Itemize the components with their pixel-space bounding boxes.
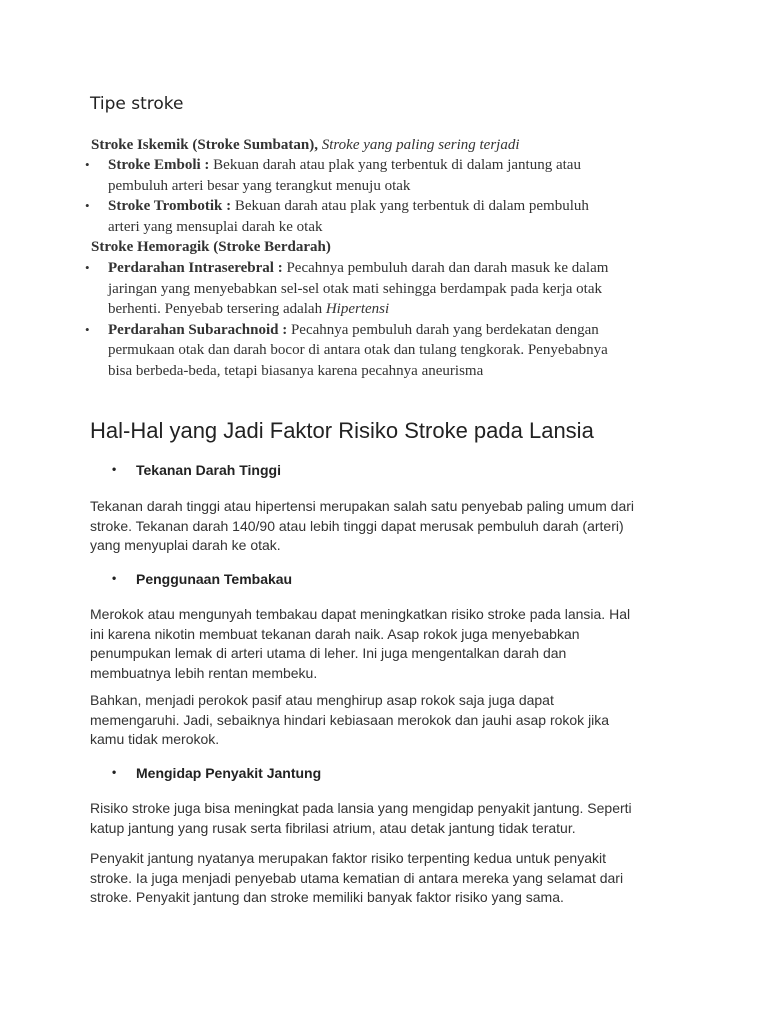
paragraph-line: Merokok atau mengunyah tembakau dapat meningkatkan risiko stroke pada lansia. Hal	[90, 606, 631, 622]
paragraph-line: memengaruhi. Jadi, sebaiknya hindari kebiasaan merokok dan jauhi asap rokok jika	[90, 711, 610, 728]
list-item-text: Pecahnya pembuluh darah dan darah masuk ke dalam	[286, 260, 609, 276]
list-item	[85, 258, 685, 320]
list-item-text: jaringan yang menyebabkan sel-sel otak mati sehingga berdampak pada kerja otak	[108, 280, 602, 297]
paragraph	[90, 799, 690, 838]
paragraph	[90, 605, 690, 683]
list-item-text: Bekuan darah atau plak yang terbentuk di dalam pembuluh	[234, 198, 589, 214]
bullet-icon: •	[85, 260, 90, 275]
paragraph-line: kamu tidak merokok.	[90, 731, 220, 747]
subheading-tembakau	[112, 571, 292, 587]
paragraph-line: stroke. Ia juga menjadi penyebab utama kematian di antara mereka yang selamat dari	[90, 869, 624, 886]
list-item-text: arteri yang mensuplai darah ke otak	[108, 218, 323, 235]
paragraph	[90, 497, 690, 556]
list-item-term: Perdarahan Intraserebral :	[108, 260, 283, 276]
list-item-term: Perdarahan Subarachnoid :	[108, 321, 288, 338]
paragraph-line: Bahkan, menjadi perokok pasif atau menghirup asap rokok saja juga dapat	[90, 692, 554, 708]
subheading-tekanan-darah	[112, 462, 281, 478]
list-item-emphasis: Hipertensi	[325, 301, 390, 317]
paragraph-line: Penyakit jantung nyatanya merupakan faktor risiko terpenting kedua untuk penyakit	[90, 850, 606, 866]
bullet-icon: •	[112, 571, 117, 585]
paragraph	[90, 691, 690, 750]
paragraph-line: katup jantung yang rusak serta fibrilasi atrium, atau detak jantung tidak teratur.	[90, 819, 576, 836]
section-heading-tipe-stroke: Tipe stroke	[90, 94, 184, 114]
category-ischemic	[91, 135, 520, 156]
paragraph-line: stroke. Penyakit jantung dan stroke memiliki banyak faktor risiko yang sama.	[90, 889, 564, 905]
subheading-label: Mengidap Penyakit Jantung	[136, 765, 322, 781]
category-ischemic-title: Stroke Iskemik (Stroke Sumbatan),	[91, 137, 318, 153]
paragraph-line: membuatnya lebih rentan membeku.	[90, 664, 318, 681]
bullet-icon: •	[85, 321, 90, 337]
paragraph-line: Tekanan darah tinggi atau hipertensi merupakan salah satu penyebab paling umum dari	[90, 498, 635, 514]
paragraph-line: penumpukan lemak di arteri utama di leher. Ini juga mengentalkan darah dan	[90, 645, 567, 661]
paragraph-line: Risiko stroke juga bisa meningkat pada lansia yang mengidap penyakit jantung. Seperti	[90, 800, 632, 816]
hemorrhagic-list	[85, 258, 685, 381]
list-item-text: bisa berbeda-beda, tetapi biasanya karena pecahnya aneurisma	[108, 362, 484, 379]
category-hemorrhagic	[91, 237, 331, 258]
category-hemorrhagic-title: Stroke Hemoragik (Stroke Berdarah)	[91, 239, 331, 255]
list-item-term: Stroke Emboli :	[108, 157, 210, 173]
subheading-penyakit-jantung	[112, 765, 321, 781]
list-item-text: Bekuan darah atau plak yang terbentuk di dalam jantung atau	[213, 157, 581, 173]
bullet-icon: •	[85, 198, 90, 213]
paragraph	[90, 849, 690, 908]
bullet-icon: •	[112, 765, 117, 779]
list-item	[85, 155, 685, 196]
ischemic-list	[85, 155, 685, 237]
paragraph-line: ini karena nikotin membuat tekanan darah naik. Asap rokok juga menyebabkan	[90, 625, 580, 642]
list-item-text: permukaan otak dan darah bocor di antara otak dan tulang tengkorak. Penyebabnya	[108, 342, 608, 358]
list-item-term: Stroke Trombotik :	[108, 198, 232, 214]
subheading-label: Penggunaan Tembakau	[136, 571, 293, 587]
section-heading-risk-factors: Hal-Hal yang Jadi Faktor Risiko Stroke pada Lansia	[90, 418, 594, 443]
paragraph-line: yang menyuplai darah ke otak.	[90, 537, 281, 553]
list-item-text: berhenti. Penyebab tersering adalah	[108, 301, 323, 317]
bullet-icon: •	[112, 462, 117, 476]
list-item-text: Pecahnya pembuluh darah yang berdekatan dengan	[290, 321, 599, 338]
list-item-text: pembuluh arteri besar yang terangkut menuju otak	[108, 177, 411, 194]
paragraph-line: stroke. Tekanan darah 140/90 atau lebih tinggi dapat merusak pembuluh darah (arteri)	[90, 517, 624, 534]
list-item	[85, 320, 685, 382]
category-ischemic-note: Stroke yang paling sering terjadi	[321, 137, 520, 153]
subheading-label: Tekanan Darah Tinggi	[136, 462, 281, 478]
bullet-icon: •	[85, 157, 90, 172]
list-item	[85, 196, 685, 237]
